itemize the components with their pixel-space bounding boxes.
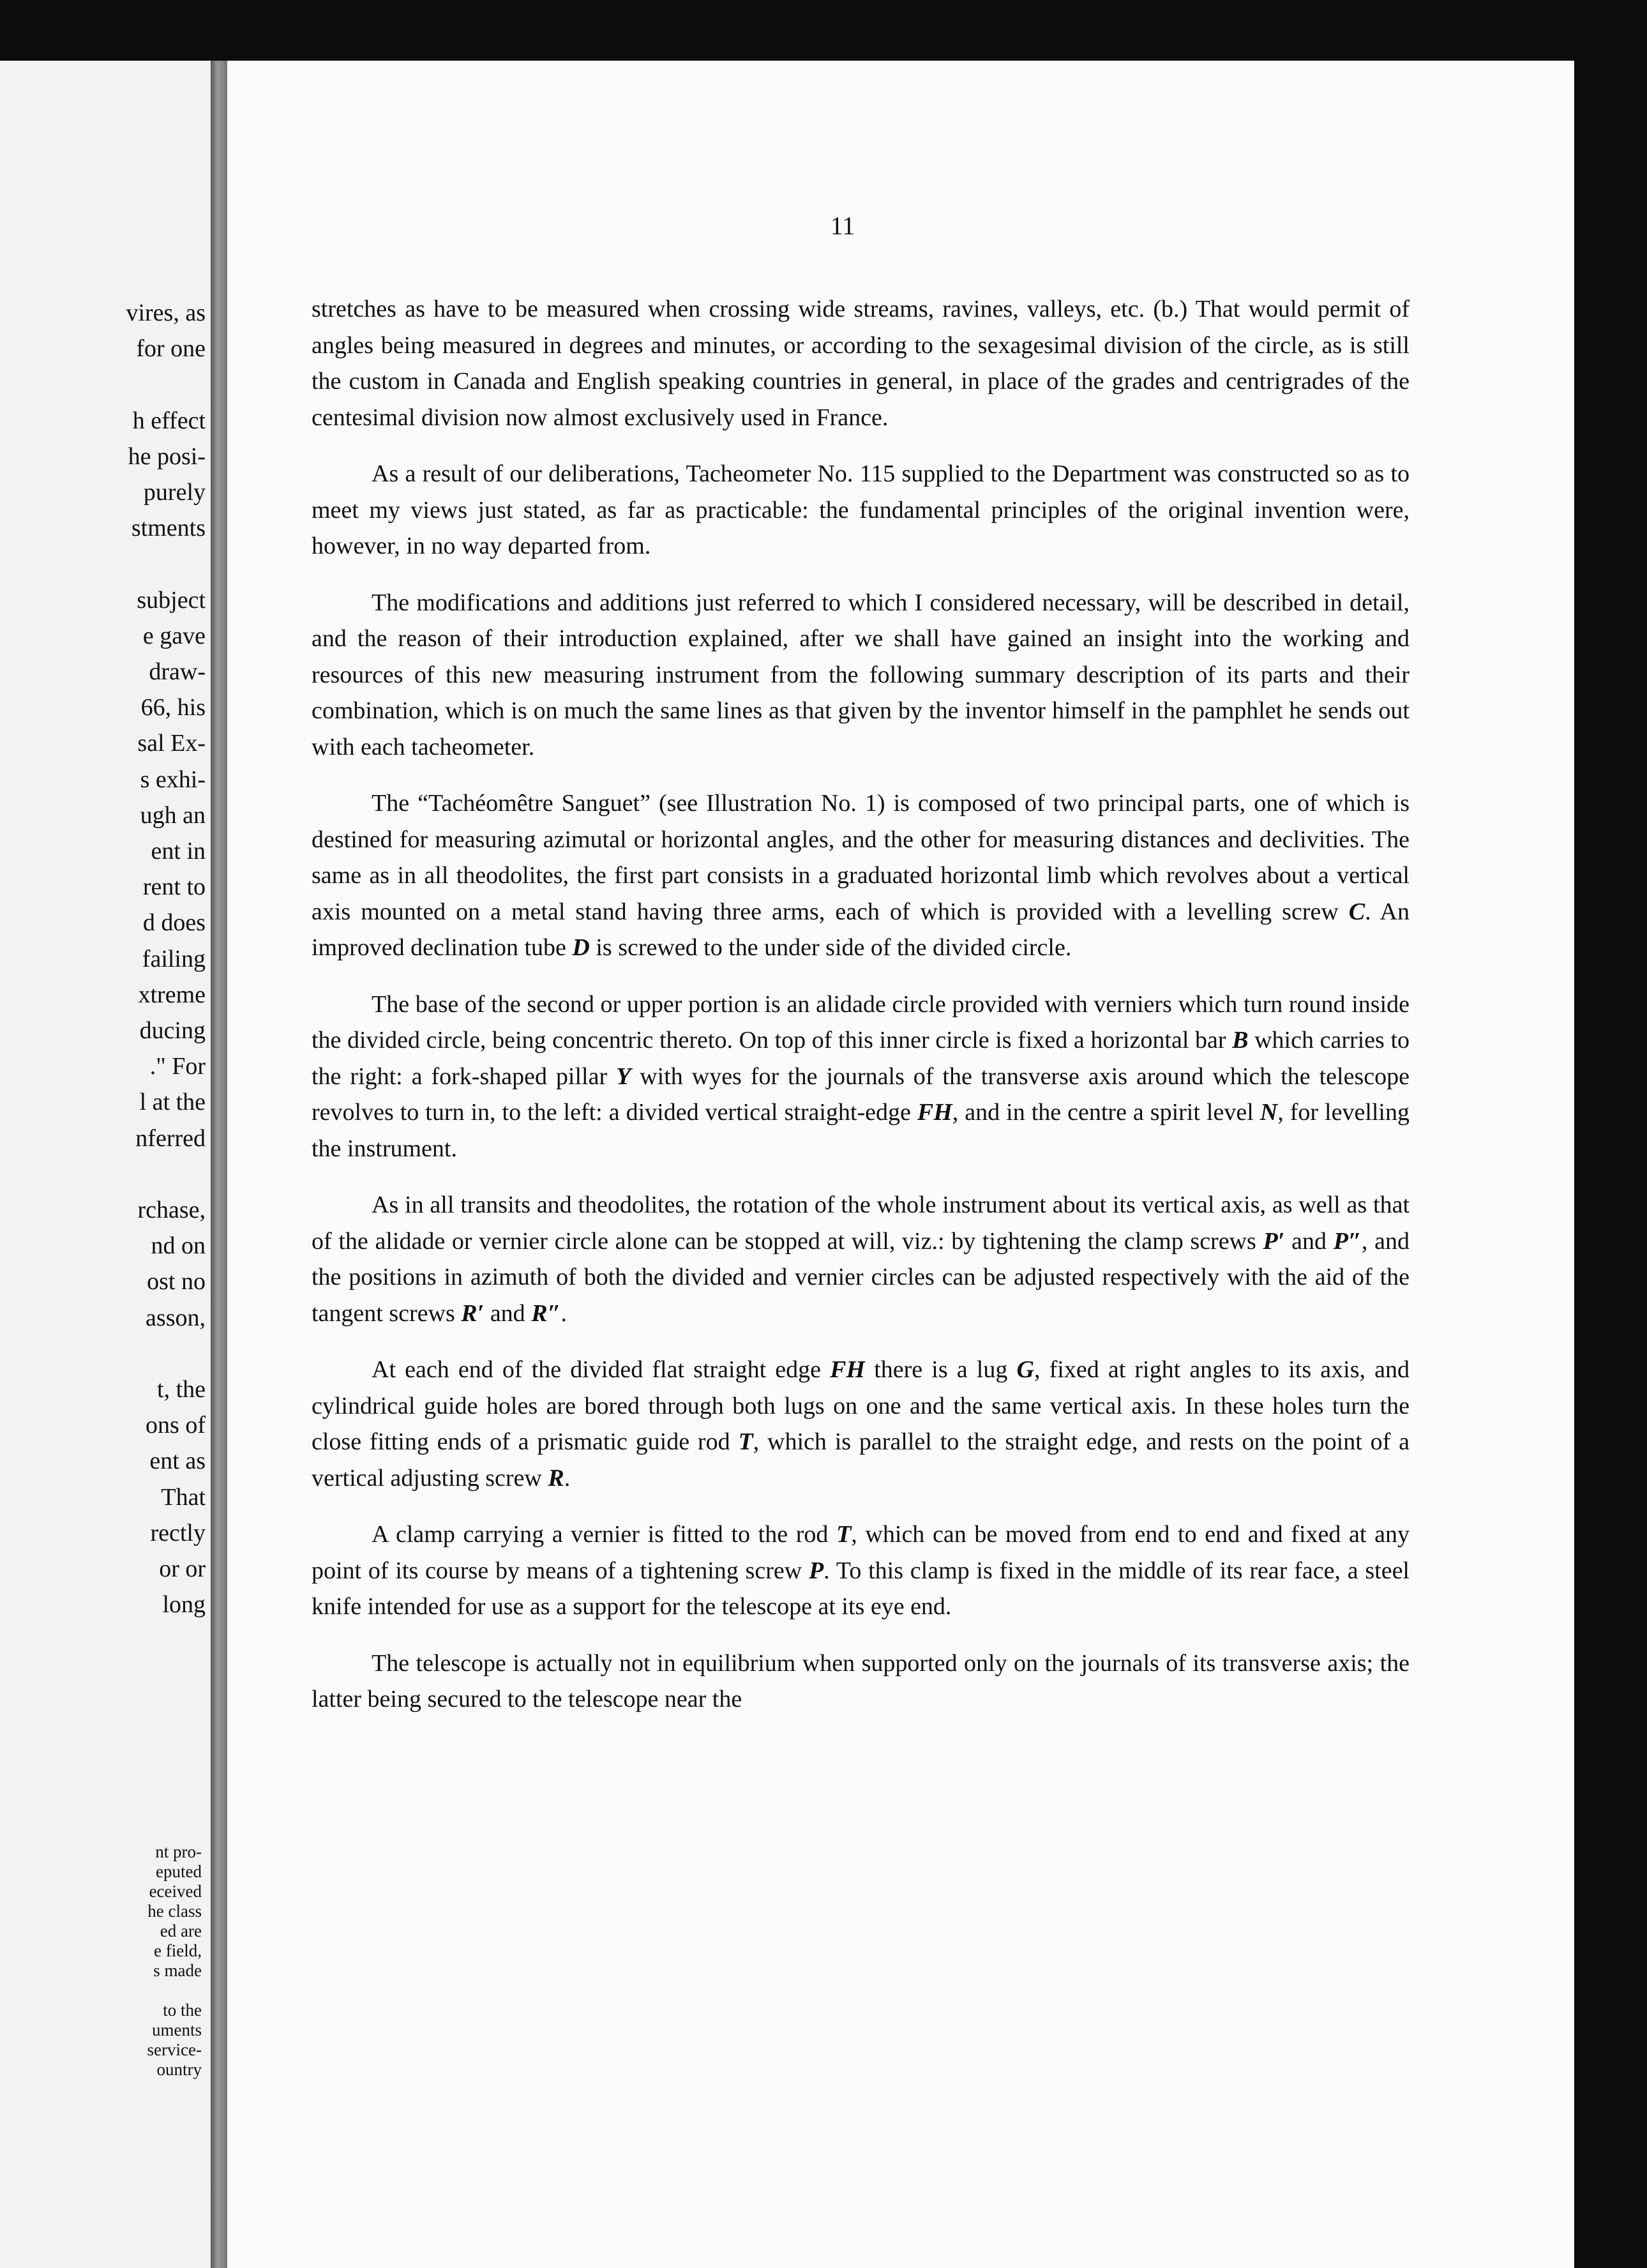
paragraph-text-run: is screwed to the under side of the divided circle. (589, 934, 1072, 961)
left-page-line: draw- (149, 658, 206, 685)
left-page-line: l at the (139, 1089, 206, 1116)
left-page-note-line: ountry (156, 2060, 202, 2079)
left-page-line: long (162, 1591, 206, 1619)
book-gutter (211, 61, 227, 2268)
paragraph-text-run: . An improved declination tube (312, 898, 1410, 961)
left-page-note-line: s made (153, 1961, 202, 1980)
page-number: 11 (830, 211, 855, 240)
symbol-label: N (1260, 1099, 1278, 1126)
paragraph-text-run: A clamp carrying a vernier is fitted to the rod (372, 1521, 837, 1548)
left-page-line: xtreme (138, 981, 206, 1008)
left-page-line: ent as (149, 1448, 206, 1475)
left-page-note-line: eceived (149, 1882, 202, 1901)
paragraph-p1: stretches as have to be measured when crossing wide streams, ravines, valleys, etc. (b.) That would permit of angles being measured in degrees and minutes, or according to the sexagesimal division of the circle, as is still the custom in Canada and English speaking countries in general, in place of the grades and centrigrades of the centesimal division now almost exclusively used in France. (312, 296, 1410, 431)
paragraph-text-run: there is a lug (865, 1356, 1017, 1383)
left-page-line: ducing (139, 1017, 206, 1044)
paragraph-p5 (312, 987, 1410, 1167)
paragraph-text-run: which carries to the right: a fork-shaped pillar (312, 1027, 1410, 1090)
paragraph-text-run: , and in the centre a spirit level (952, 1099, 1260, 1126)
symbol-label: C (1348, 898, 1365, 925)
scan-border-right (1574, 61, 1647, 2268)
paragraph-text-run: The base of the second or upper portion is an alidade circle provided with verniers which turn round inside the divided circle, being concentric thereto. On top of this inner circle is fixed a horizontal bar (312, 990, 1410, 1054)
symbol-label: R′ (461, 1299, 485, 1327)
left-page-line: rectly (150, 1519, 206, 1546)
paragraph-text-run: , fixed at right angles to its axis, and cylindrical guide holes are bored through both lugs on one and the same vertical axis. In these holes turn the close fitting ends of a prismatic guide rod (312, 1356, 1410, 1455)
left-page-line: ons of (146, 1412, 206, 1439)
left-page-note-line: service- (147, 2040, 202, 2059)
symbol-label: R (548, 1464, 564, 1492)
left-page-line: rent to (142, 873, 206, 901)
paragraph-text-run: with wyes for the journals of the transverse axis around which the telescope revolves to turn in, to the left: a divided vertical straight-edge (312, 1062, 1410, 1126)
left-page-note-line: uments (152, 2020, 202, 2039)
page-body-text (312, 291, 1410, 1738)
paragraph-text-run: At each end of the divided flat straight edge (372, 1356, 831, 1383)
paragraph-p3: The modifications and additions just referred to which I considered necessary, will be described in detail, and the reason of their introduction explained, after we shall have gained an insight into the working and resources of this new measuring instrument from the following summary description of its parts and their combination, which is on much the same lines as that given by the inventor himself in the pamphlet he sends out with each tacheometer. (312, 589, 1410, 760)
left-page-line: stments (131, 515, 206, 542)
symbol-label: P″ (1333, 1227, 1362, 1255)
symbol-label: T (836, 1521, 852, 1548)
symbol-label: P (808, 1557, 824, 1584)
left-page-line: vires, as (126, 299, 206, 326)
paragraph-text-run: The “Tachéomêtre Sanguet” (see Illustration No. 1) is composed of two principal parts, one of which is destined for measuring azimutal or horizontal angles, and the other for measuring distances and declivities. The same as in all theodolites, the first part consists in a graduated horizontal limb which revolves about a vertical axis mounted on a metal stand having three arms, each of which is provided with a levelling screw (312, 790, 1410, 925)
paragraph-p7 (312, 1352, 1410, 1496)
left-page-line: asson, (146, 1304, 206, 1331)
left-page-note-line: to the (163, 2000, 202, 2020)
paragraph-p9: The telescope is actually not in equilibrium when supported only on the journals of its transverse axis; the latter being secured to the telescope near the (312, 1649, 1410, 1712)
left-page-line: rchase, (137, 1197, 206, 1223)
left-page-line: e gave (142, 622, 206, 649)
paragraph-p8 (312, 1516, 1410, 1625)
left-page-line: subject (137, 586, 206, 614)
paragraph-text-run: , which is parallel to the straight edge, and rests on the point of a vertical adjusting screw (312, 1428, 1410, 1492)
left-page-line: nferred (135, 1124, 206, 1152)
paragraph-text-run: . (560, 1299, 568, 1327)
paragraph-text-run: , and the positions in azimuth of both the divided and vernier circles can be adjusted respectively with the aid of the tangent screws (312, 1227, 1410, 1327)
paragraph-p2: As a result of our deliberations, Tacheometer No. 115 supplied to the Department was constructed so as to meet my views just stated, as far as practicable: the fundamental principles of the original invention were, however, in no way departed from. (312, 460, 1410, 559)
left-page-line: he posi- (128, 442, 206, 470)
paragraph-text-run: As in all transits and theodolites, the rotation of the whole instrument about its vertical axis, as well as that of the alidade or vernier circle alone can be stopped at will, viz.: by tightening the clamp screws (312, 1191, 1410, 1255)
left-page-note-line: e field, (154, 1941, 202, 1960)
symbol-label: R″ (531, 1299, 561, 1327)
paragraph-text-run: , which can be moved from end to end and fixed at any point of its course by means of a tightening screw (312, 1521, 1410, 1584)
left-page-note-line: ed are (160, 1921, 202, 1940)
left-page-line: or or (159, 1555, 206, 1582)
symbol-label: P′ (1263, 1227, 1285, 1255)
left-page-line: ." For (149, 1053, 206, 1080)
left-page-line: That (161, 1483, 206, 1511)
left-page-line: purely (143, 479, 206, 506)
left-page-line: for one (136, 335, 206, 363)
left-page-line: failing (142, 945, 206, 972)
symbol-label: D (572, 934, 590, 961)
left-page-line: ent in (151, 838, 206, 865)
left-page-line: ost no (147, 1268, 206, 1296)
symbol-label: Y (616, 1062, 631, 1090)
paragraph-p4 (312, 785, 1410, 966)
symbol-label: G (1016, 1356, 1034, 1383)
symbol-label: FH (917, 1099, 952, 1126)
paragraph-text-run: . To this clamp is fixed in the middle of its rear face, a steel knife intended for use as a support for the telescope at its eye end. (312, 1557, 1410, 1620)
paragraph-text-run: . (564, 1464, 571, 1492)
symbol-label: T (738, 1428, 753, 1455)
paragraph-p6 (312, 1187, 1410, 1331)
scan-border-top (0, 0, 1647, 61)
paragraph-text-run: and (1284, 1227, 1334, 1255)
left-page-line: d does (142, 909, 206, 937)
left-page-note-line: nt pro- (155, 1842, 202, 1861)
symbol-label: FH (830, 1356, 866, 1383)
left-page-line: ugh an (140, 801, 206, 829)
paragraph-text-run: , for levelling the instrument. (312, 1099, 1410, 1162)
left-page-line: 66, his (140, 694, 206, 722)
left-page-line: h effect (132, 407, 206, 434)
paragraph-text-run: and (484, 1299, 532, 1327)
left-page-line: s exhi- (140, 766, 206, 793)
symbol-label: B (1232, 1027, 1249, 1054)
left-page-line: t, the (157, 1376, 206, 1403)
left-page-note-line: eputed (156, 1862, 202, 1881)
left-page-note-line: he class (147, 1901, 202, 1921)
left-page-line: nd on (151, 1232, 206, 1260)
left-page-line: sal Ex- (137, 730, 206, 757)
